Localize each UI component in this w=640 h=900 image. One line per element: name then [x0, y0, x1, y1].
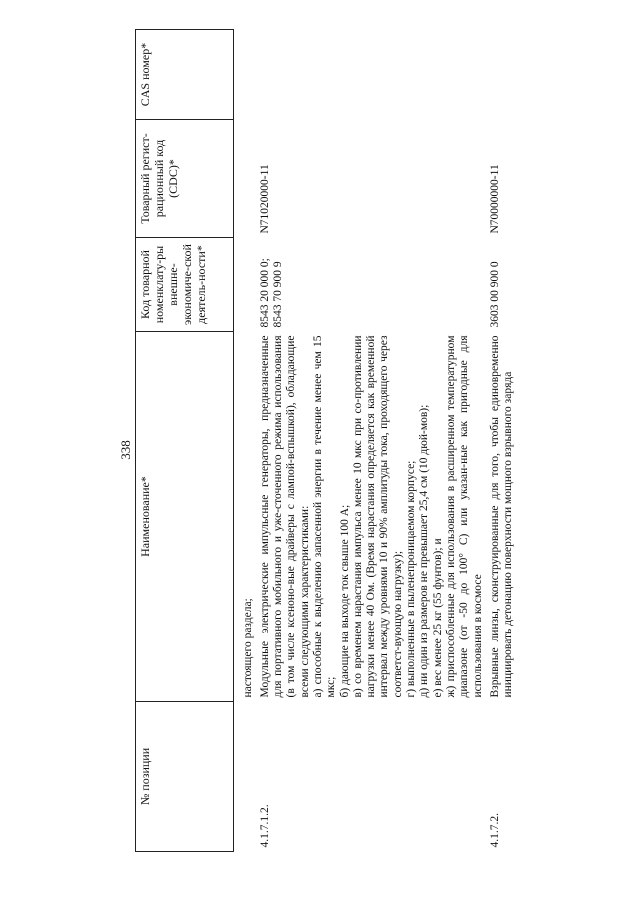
row-name-text: Взрывные линзы, сконструированные для того, чтобы единовременно инициировать детонацию поверхности мощного взрывного заряда [488, 335, 515, 698]
header-cas: CAS номер* [136, 30, 234, 120]
row-name-item-e: д) ни один из размеров не превышает 25,4 см (10 дюй-мов); [418, 404, 431, 698]
continuation-row [240, 30, 257, 852]
table-row [257, 30, 487, 852]
row-name-item-f: е) вес менее 25 кг (55 фунтов); и [431, 538, 444, 698]
header-position: № позиции [136, 702, 234, 852]
row-cas [257, 30, 487, 120]
specification-table [135, 29, 517, 852]
row-cdc: N71020000-11 [258, 164, 271, 234]
header-name: Наименование* [136, 332, 234, 702]
row-cas [487, 30, 518, 120]
row-name-item-c: в) со временем нарастания импульса менее 10 мкс при со-противлении нагрузки менее 40 Ом. (Время нарастания определяется как временной интервал между уровнями 10 и 90% амплитуды тока, проходящего через соответст-вующую нагрузку); [351, 335, 404, 698]
header-cdc: Товарный регист-рационный код (CDC)* [136, 120, 234, 238]
row-name-item-a: а) способные к выделению запасенной энергии в течение менее чем 15 мкс; [311, 335, 338, 698]
row-position: 4.1.7.1.2. [258, 804, 271, 848]
header-tnved: Код товарной номенклату-ры внешне-экономиче-ской деятель-ности* [136, 238, 234, 332]
continuation-text: настоящего раздела; [241, 598, 254, 698]
table-header-row [136, 30, 234, 852]
row-position: 4.1.7.2. [488, 813, 501, 848]
row-name-intro: Модульные электрические импульсные генераторы, предназначенные для портативного мобильного и уже-сточенного режима использования (в том числе ксеноно-вые драйверы с лампой-вспышкой), обладающие всеми следующими характеристиками: [258, 335, 311, 698]
row-name [487, 332, 518, 702]
page-number: 338 [118, 440, 133, 460]
row-name [257, 332, 487, 702]
row-name-item-g: ж) приспособленные для использования в расширенном температурном диапазоне (от -50 до 100° С) или указан-ные как пригодные для использования в космосе [444, 335, 484, 698]
row-name-item-b: б) дающие на выходе ток свыше 100 А; [338, 504, 351, 698]
row-name-item-d: г) выполненные в пыленепроницаемом корпусе; [405, 460, 418, 698]
table-row [487, 30, 518, 852]
row-cdc: N70000000-11 [488, 164, 501, 234]
row-tnved: 8543 20 000 0; 8543 70 900 9 [258, 258, 285, 328]
row-tnved: 3603 00 900 0 [488, 261, 501, 328]
